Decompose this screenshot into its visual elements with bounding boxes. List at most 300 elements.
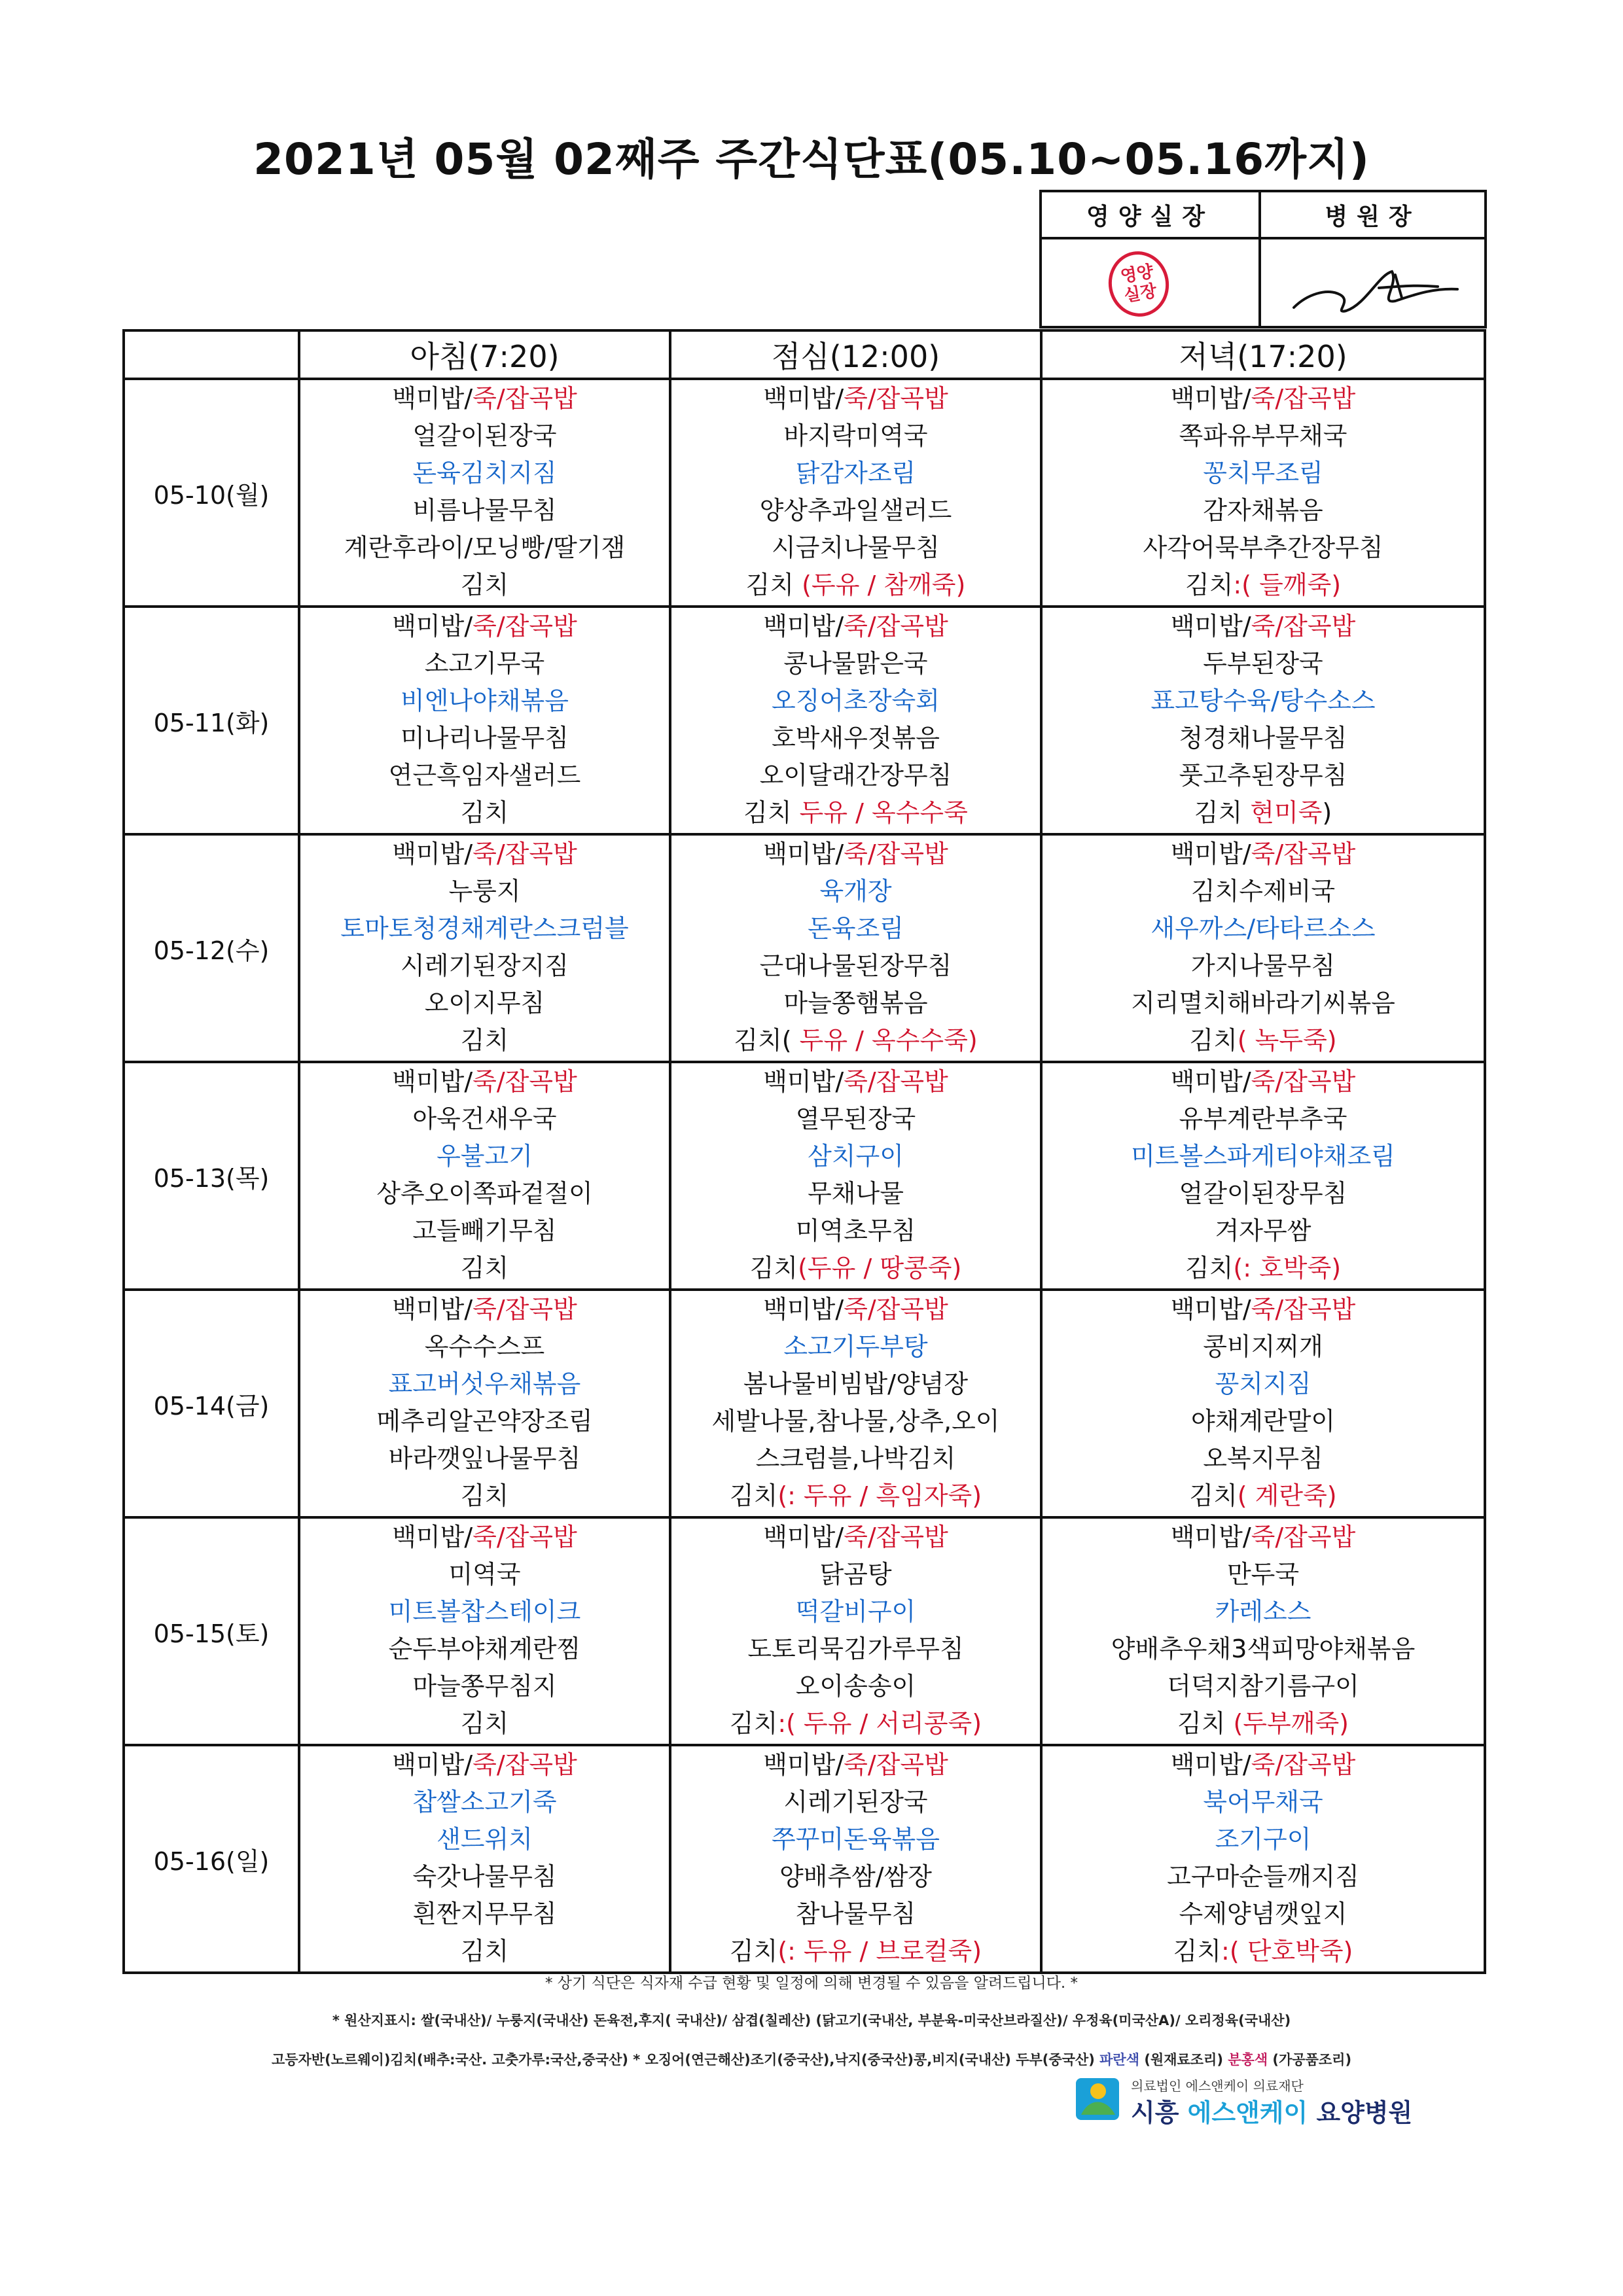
menu-item	[300, 1556, 669, 1593]
menu-item	[671, 1477, 1040, 1515]
dinner-header: 저녁(17:20)	[1041, 330, 1485, 379]
menu-item-text: 김치	[729, 1481, 778, 1510]
day-row	[124, 607, 1485, 834]
menu-item	[671, 1138, 1040, 1175]
menu-item	[300, 1403, 669, 1440]
menu-item-text: 백미밥/	[763, 1295, 844, 1324]
menu-item	[300, 682, 669, 720]
menu-item-text: 백미밥/	[763, 839, 844, 868]
menu-item-text: 김치	[460, 1254, 509, 1282]
menu-item-text: 바지락미역국	[783, 421, 928, 450]
menu-item	[300, 1593, 669, 1631]
menu-item-text: ( 계란죽)	[1237, 1481, 1337, 1510]
menu-item	[300, 1896, 669, 1933]
day-row	[124, 379, 1485, 607]
day-row	[124, 1290, 1485, 1517]
origin-line-1: * 원산지표시: 쌀(국내산)/ 누룽지(국내산) 돈육전,후지( 국내산)/ 삼겹(칠레산) (닭고기(국내산, 부분육-미국산브라질산)/ 우정육(미국산A)/ 오리정육(국내산)	[332, 2013, 1291, 2028]
menu-item-text: 김치	[460, 1709, 509, 1738]
menu-item	[1043, 1291, 1484, 1328]
menu-item	[300, 567, 669, 604]
menu-item	[1043, 529, 1484, 567]
menu-item	[1043, 682, 1484, 720]
menu-item-text: 미트볼스파게티야채조림	[1131, 1142, 1395, 1171]
menu-item-text: 누룽지	[448, 877, 521, 906]
menu-item-text: 백미밥/	[1170, 612, 1251, 641]
date-cell: 05-13(목)	[124, 1062, 299, 1290]
menu-item	[300, 1631, 669, 1668]
menu-item-text: 미역국	[448, 1560, 521, 1589]
menu-item-text: 닭곰탕	[819, 1560, 892, 1589]
menu-item	[300, 1821, 669, 1858]
menu-item	[671, 1366, 1040, 1403]
menu-item-text: 봄나물비빔밥/양념장	[743, 1369, 969, 1398]
menu-item-text: 샌드위치	[437, 1825, 533, 1854]
menu-item	[1043, 1933, 1484, 1970]
menu-item	[671, 873, 1040, 910]
menu-item-text: 김치	[460, 1026, 509, 1055]
lunch-cell	[670, 1517, 1041, 1745]
menu-item-text: 백미밥/	[763, 1067, 844, 1096]
menu-item-text: (: 호박죽)	[1233, 1254, 1342, 1282]
lunch-cell	[670, 834, 1041, 1062]
day-row	[124, 1517, 1485, 1745]
menu-item	[1043, 757, 1484, 794]
corner-header-cell	[124, 330, 299, 379]
origin-line-2-text: 고등자반(노르웨이)김치(배추:국산. 고춧가루:국산,중국산) * 오징어(연근해산)조기(중국산),낙지(중국산)콩,비지(국내산) 두부(중국산)	[271, 2052, 1100, 2068]
menu-item	[300, 794, 669, 832]
menu-item	[671, 529, 1040, 567]
lunch-cell	[670, 1062, 1041, 1290]
menu-item-text: 열무된장국	[795, 1104, 916, 1133]
menu-item-text: (두부깨죽)	[1233, 1709, 1349, 1738]
hospital-name	[1131, 2093, 1412, 2128]
menu-item-text: 청경채나물무침	[1179, 724, 1347, 752]
menu-item	[671, 1440, 1040, 1477]
menu-item-text: 상추오이쪽파겉절이	[376, 1179, 593, 1208]
menu-item	[300, 608, 669, 645]
menu-item-text: 현미죽	[1250, 798, 1323, 827]
menu-item	[1043, 1705, 1484, 1742]
menu-item	[1043, 1746, 1484, 1784]
menu-item-text: 미역초무침	[795, 1216, 916, 1245]
nutrition-head-signature-cell	[1041, 238, 1260, 327]
menu-item-text: 백미밥/	[763, 612, 844, 641]
menu-item-text: 호박새우젓볶음	[772, 724, 940, 752]
menu-item-text: 죽/잡곡밥	[473, 612, 577, 641]
menu-item-text: )	[1322, 798, 1332, 827]
day-row	[124, 834, 1485, 1062]
menu-item-text: 김치	[1177, 1709, 1234, 1738]
menu-item	[671, 1212, 1040, 1250]
dinner-cell	[1041, 379, 1485, 607]
menu-item-text: 김치	[460, 798, 509, 827]
menu-item-text: 죽/잡곡밥	[1251, 384, 1356, 413]
menu-item	[671, 1821, 1040, 1858]
date-cell: 05-16(일)	[124, 1745, 299, 1973]
menu-item-text: 떡갈비구이	[795, 1597, 916, 1626]
origin-line-2	[0, 2049, 1623, 2069]
menu-item	[671, 1631, 1040, 1668]
menu-item-text: 우불고기	[437, 1142, 533, 1171]
weekly-menu-table	[122, 329, 1486, 1974]
menu-item	[1043, 720, 1484, 757]
menu-item-text: 김치	[1185, 571, 1234, 599]
menu-item-text: (두유 / 참깨죽)	[802, 571, 966, 599]
menu-item	[1043, 1022, 1484, 1059]
menu-item-text: 유부계란부추국	[1179, 1104, 1347, 1133]
menu-item-text: 백미밥/	[392, 612, 473, 641]
lunch-cell	[670, 607, 1041, 834]
menu-item	[671, 1328, 1040, 1366]
menu-item-text: 비엔나야채볶음	[401, 686, 569, 715]
menu-item-text: 카레소스	[1215, 1597, 1311, 1626]
menu-item-text: 두부된장국	[1203, 649, 1323, 678]
menu-item	[1043, 608, 1484, 645]
menu-item-text: 새우까스/타타르소스	[1150, 914, 1376, 943]
menu-item	[1043, 1440, 1484, 1477]
breakfast-cell	[299, 1745, 670, 1973]
menu-item-text: 오복지무침	[1203, 1444, 1323, 1473]
dinner-cell	[1041, 1517, 1485, 1745]
nutrition-head-label: 영양실장	[1041, 191, 1260, 238]
menu-item-text: 김치	[1173, 1937, 1222, 1966]
hospital-foundation: 의료법인 에스앤케이 의료재단	[1131, 2078, 1304, 2094]
menu-item-text: 표고탕수육/탕수소스	[1150, 686, 1376, 715]
menu-item	[671, 1556, 1040, 1593]
menu-item	[300, 1138, 669, 1175]
menu-item-text: 양상추과일샐러드	[759, 496, 952, 525]
menu-item	[671, 380, 1040, 417]
menu-item	[671, 1063, 1040, 1101]
menu-item	[300, 492, 669, 529]
menu-item-text: 죽/잡곡밥	[473, 1750, 577, 1779]
menu-item-text: 죽/잡곡밥	[1251, 1523, 1356, 1551]
menu-item	[1043, 567, 1484, 604]
approval-box	[1039, 190, 1487, 328]
menu-item-text: 백미밥/	[392, 1295, 473, 1324]
day-row	[124, 1062, 1485, 1290]
menu-item-text: 김치	[460, 1481, 509, 1510]
menu-item	[1043, 1821, 1484, 1858]
menu-item	[1043, 836, 1484, 873]
director-label: 병원장	[1260, 191, 1486, 238]
red-seal-stamp	[1103, 247, 1174, 321]
menu-item-text: 두유 / 옥수수죽	[799, 798, 968, 827]
menu-item-text: 계란후라이/모닝빵/딸기잼	[344, 533, 626, 562]
dinner-cell	[1041, 607, 1485, 834]
lunch-cell	[670, 1290, 1041, 1517]
menu-item-text: 얼갈이된장국	[412, 421, 557, 450]
menu-item-text: 김치	[1194, 798, 1251, 827]
menu-item-text: 닭감자조림	[795, 459, 916, 487]
menu-item-text: 백미밥/	[1170, 1295, 1251, 1324]
menu-item	[671, 1784, 1040, 1821]
menu-item-text: 근대나물된장무침	[759, 951, 952, 980]
menu-item-text: 죽/잡곡밥	[844, 612, 948, 641]
menu-item	[1043, 455, 1484, 492]
menu-item	[1043, 1858, 1484, 1896]
menu-item	[1043, 380, 1484, 417]
menu-item-text: 김치	[460, 1937, 509, 1966]
lunch-cell	[670, 1745, 1041, 1973]
menu-item-text: 죽/잡곡밥	[844, 1750, 948, 1779]
menu-item-text: 돈육김치지짐	[412, 459, 557, 487]
menu-item-text: 소고기두부탕	[783, 1332, 928, 1361]
date-cell: 05-15(토)	[124, 1517, 299, 1745]
legend-pink-desc: (가공품조리)	[1272, 2052, 1352, 2068]
menu-item-text: 삼치구이	[808, 1142, 904, 1171]
menu-item	[300, 720, 669, 757]
menu-item	[1043, 1250, 1484, 1287]
menu-item-text: 시레기된장지짐	[401, 951, 569, 980]
menu-item	[671, 1858, 1040, 1896]
menu-item-text: 김치	[1189, 1481, 1238, 1510]
date-cell: 05-10(월)	[124, 379, 299, 607]
menu-item-text: 만두국	[1226, 1560, 1300, 1589]
menu-item	[1043, 910, 1484, 947]
menu-item-text: 콩비지찌개	[1203, 1332, 1323, 1361]
menu-item	[1043, 1403, 1484, 1440]
menu-item-text: 소고기무국	[424, 649, 545, 678]
menu-item	[671, 1175, 1040, 1212]
menu-item-text: 마늘쫑햄볶음	[783, 989, 928, 1017]
menu-item-text: 백미밥/	[1170, 384, 1251, 413]
menu-item	[300, 1291, 669, 1328]
menu-item-text: 백미밥/	[1170, 1523, 1251, 1551]
menu-item	[671, 417, 1040, 455]
menu-item-text: 죽/잡곡밥	[844, 1067, 948, 1096]
day-row	[124, 1745, 1485, 1973]
hospital-logo	[1073, 2073, 1413, 2127]
menu-item-text: 아욱건새우국	[412, 1104, 557, 1133]
menu-item-text: 육개장	[819, 877, 892, 906]
menu-item-text: 바라깻잎나물무침	[388, 1444, 581, 1473]
menu-item	[671, 794, 1040, 832]
menu-item	[1043, 1101, 1484, 1138]
menu-item-text: 죽/잡곡밥	[844, 1523, 948, 1551]
menu-item-text: 죽/잡곡밥	[1251, 839, 1356, 868]
menu-item-text: 사각어묵부추간장무침	[1143, 533, 1383, 562]
breakfast-cell	[299, 607, 670, 834]
menu-item-text: 양배추쌈/쌈장	[779, 1862, 933, 1891]
menu-item-text: 가지나물무침	[1190, 951, 1336, 980]
seal-text: 영양 실장	[1119, 262, 1158, 306]
menu-item	[671, 645, 1040, 682]
menu-item-text: 죽/잡곡밥	[844, 384, 948, 413]
menu-item-text: 오이송송이	[795, 1672, 916, 1701]
menu-item-text: 겨자무쌈	[1215, 1216, 1311, 1245]
legend-blue-desc: (원재료조리)	[1144, 2052, 1223, 2068]
menu-item	[300, 1101, 669, 1138]
hospital-name-highlight: 에스앤케이	[1187, 2098, 1308, 2127]
menu-item-text: 죽/잡곡밥	[1251, 1750, 1356, 1779]
menu-item	[300, 1858, 669, 1896]
menu-item	[300, 645, 669, 682]
menu-header-row	[124, 330, 1485, 379]
menu-item	[300, 947, 669, 985]
breakfast-cell	[299, 379, 670, 607]
dinner-cell	[1041, 834, 1485, 1062]
menu-item-text: 무채나물	[808, 1179, 904, 1208]
hospital-name-pre: 시흥	[1131, 2098, 1188, 2127]
menu-item	[300, 1668, 669, 1705]
menu-item-text: 죽/잡곡밥	[1251, 1067, 1356, 1096]
menu-item-text: :( 단호박죽)	[1221, 1937, 1353, 1966]
menu-item-text: :( 두유 / 서리콩죽)	[777, 1709, 982, 1738]
menu-item	[300, 1022, 669, 1059]
director-signature-cell	[1260, 238, 1486, 327]
menu-item-text: 쭈꾸미돈육볶음	[772, 1825, 940, 1854]
menu-item	[671, 757, 1040, 794]
menu-item-text: 도토리묵김가루무침	[747, 1634, 964, 1663]
menu-item	[1043, 1896, 1484, 1933]
menu-item	[671, 1896, 1040, 1933]
menu-item-text: 참나물무침	[795, 1899, 916, 1928]
menu-item	[300, 1477, 669, 1515]
menu-item-text: 시금치나물무침	[772, 533, 940, 562]
lunch-header: 점심(12:00)	[670, 330, 1041, 379]
menu-item-text: 표고버섯우채볶음	[388, 1369, 581, 1398]
menu-item-text: 김치	[743, 798, 800, 827]
menu-item	[671, 455, 1040, 492]
menu-item	[300, 380, 669, 417]
menu-item-text: 김치	[729, 1937, 778, 1966]
menu-item	[1043, 1593, 1484, 1631]
menu-item	[671, 608, 1040, 645]
breakfast-cell	[299, 1290, 670, 1517]
menu-item-text: 김치	[1189, 1026, 1238, 1055]
menu-item-text: 야채계란말이	[1190, 1407, 1336, 1436]
menu-item	[671, 985, 1040, 1022]
menu-item-text: 죽/잡곡밥	[844, 839, 948, 868]
menu-item-text: 백미밥/	[392, 1067, 473, 1096]
menu-item	[671, 1933, 1040, 1970]
menu-item	[300, 417, 669, 455]
breakfast-cell	[299, 1062, 670, 1290]
menu-item	[1043, 1328, 1484, 1366]
menu-item-text: 백미밥/	[1170, 1750, 1251, 1779]
menu-item	[300, 1705, 669, 1742]
menu-item-text: 연근흑임자샐러드	[388, 761, 581, 790]
menu-item-text: 옥수수스프	[424, 1332, 545, 1361]
menu-item-text: 백미밥/	[392, 1523, 473, 1551]
dinner-cell	[1041, 1062, 1485, 1290]
menu-item-text: 백미밥/	[392, 1750, 473, 1779]
menu-item-text: 고구마순들깨지짐	[1167, 1862, 1359, 1891]
breakfast-cell	[299, 1517, 670, 1745]
date-cell: 05-12(수)	[124, 834, 299, 1062]
menu-item-text: 백미밥/	[1170, 839, 1251, 868]
menu-item-text: (: 두유 / 흑임자죽)	[777, 1481, 982, 1510]
menu-item	[1043, 1366, 1484, 1403]
menu-item-text: :( 들깨죽)	[1233, 571, 1342, 599]
menu-item-text: 죽/잡곡밥	[1251, 612, 1356, 641]
menu-item-text: 북어무채국	[1203, 1788, 1323, 1816]
menu-item	[1043, 1784, 1484, 1821]
menu-item	[1043, 985, 1484, 1022]
menu-item-text: 백미밥/	[763, 384, 844, 413]
menu-item-text: 시레기된장국	[783, 1788, 928, 1816]
menu-item-text: 미나리나물무침	[401, 724, 569, 752]
menu-item-text: 김치수제비국	[1190, 877, 1336, 906]
menu-item-text: 죽/잡곡밥	[844, 1295, 948, 1324]
menu-item	[300, 1366, 669, 1403]
menu-item-text: 쪽파유부무채국	[1179, 421, 1347, 450]
menu-item	[1043, 645, 1484, 682]
menu-item	[671, 1250, 1040, 1287]
menu-item	[300, 529, 669, 567]
menu-item-text: 죽/잡곡밥	[473, 384, 577, 413]
menu-item	[1043, 1477, 1484, 1515]
menu-item	[671, 1593, 1040, 1631]
legend-blue: 파란색	[1099, 2052, 1139, 2068]
menu-item-text: 오이지무침	[424, 989, 545, 1017]
menu-item	[1043, 1668, 1484, 1705]
menu-item-text: 메추리알곤약장조림	[376, 1407, 593, 1436]
menu-item	[671, 947, 1040, 985]
menu-item-text: 마늘쫑무침지	[412, 1672, 557, 1701]
menu-item-text: 백미밥/	[392, 384, 473, 413]
menu-item	[1043, 1631, 1484, 1668]
menu-item-text: 꽁치지짐	[1215, 1369, 1311, 1398]
menu-item-text: 흰짠지무무침	[412, 1899, 557, 1928]
menu-item-text: 김치(	[734, 1026, 800, 1055]
menu-item	[671, 492, 1040, 529]
menu-item	[671, 1746, 1040, 1784]
menu-item-text: (두유 / 땅콩죽)	[798, 1254, 962, 1282]
menu-item-text: 김치	[749, 1254, 798, 1282]
menu-item-text: 더덕지참기름구이	[1167, 1672, 1359, 1701]
menu-item-text: 스크럼블,나박김치	[755, 1444, 956, 1473]
menu-item	[671, 1291, 1040, 1328]
menu-item-text: 고들빼기무침	[412, 1216, 557, 1245]
hospital-logo-icon	[1073, 2074, 1123, 2124]
menu-item-text: 김치	[729, 1709, 778, 1738]
menu-item	[671, 720, 1040, 757]
menu-item	[300, 1212, 669, 1250]
legend-pink: 분홍색	[1228, 2052, 1268, 2068]
menu-item-text: 지리멸치해바라기씨볶음	[1131, 989, 1395, 1017]
menu-item-text: 오이달래간장무침	[759, 761, 952, 790]
menu-item-text: 양배추우채3색피망야채볶음	[1111, 1634, 1416, 1663]
page-title: 2021년 05월 02째주 주간식단표(05.10~05.16까지)	[253, 134, 1370, 185]
menu-item-text: (: 두유 / 브로컬죽)	[777, 1937, 982, 1966]
menu-item	[671, 1668, 1040, 1705]
menu-item	[671, 1519, 1040, 1556]
menu-item	[1043, 1556, 1484, 1593]
menu-item	[671, 1403, 1040, 1440]
menu-item	[300, 1784, 669, 1821]
menu-item-text: 죽/잡곡밥	[1251, 1295, 1356, 1324]
breakfast-cell	[299, 834, 670, 1062]
change-notice: * 상기 식단은 식자재 수급 현황 및 일정에 의해 변경될 수 있음을 알려드립니다. *	[544, 1975, 1079, 1992]
menu-item	[300, 1063, 669, 1101]
menu-item	[671, 682, 1040, 720]
menu-item-text: 죽/잡곡밥	[473, 1523, 577, 1551]
menu-item	[671, 1705, 1040, 1742]
menu-item-text: 수제양념깻잎지	[1179, 1899, 1347, 1928]
menu-item-text: 비름나물무침	[412, 496, 557, 525]
menu-item-text: 얼갈이된장무침	[1179, 1179, 1347, 1208]
menu-item-text: 죽/잡곡밥	[473, 1295, 577, 1324]
menu-item	[671, 836, 1040, 873]
menu-item	[300, 1746, 669, 1784]
menu-item-text: 죽/잡곡밥	[473, 1067, 577, 1096]
menu-item	[1043, 417, 1484, 455]
menu-item	[300, 985, 669, 1022]
dinner-cell	[1041, 1290, 1485, 1517]
menu-item	[671, 567, 1040, 604]
